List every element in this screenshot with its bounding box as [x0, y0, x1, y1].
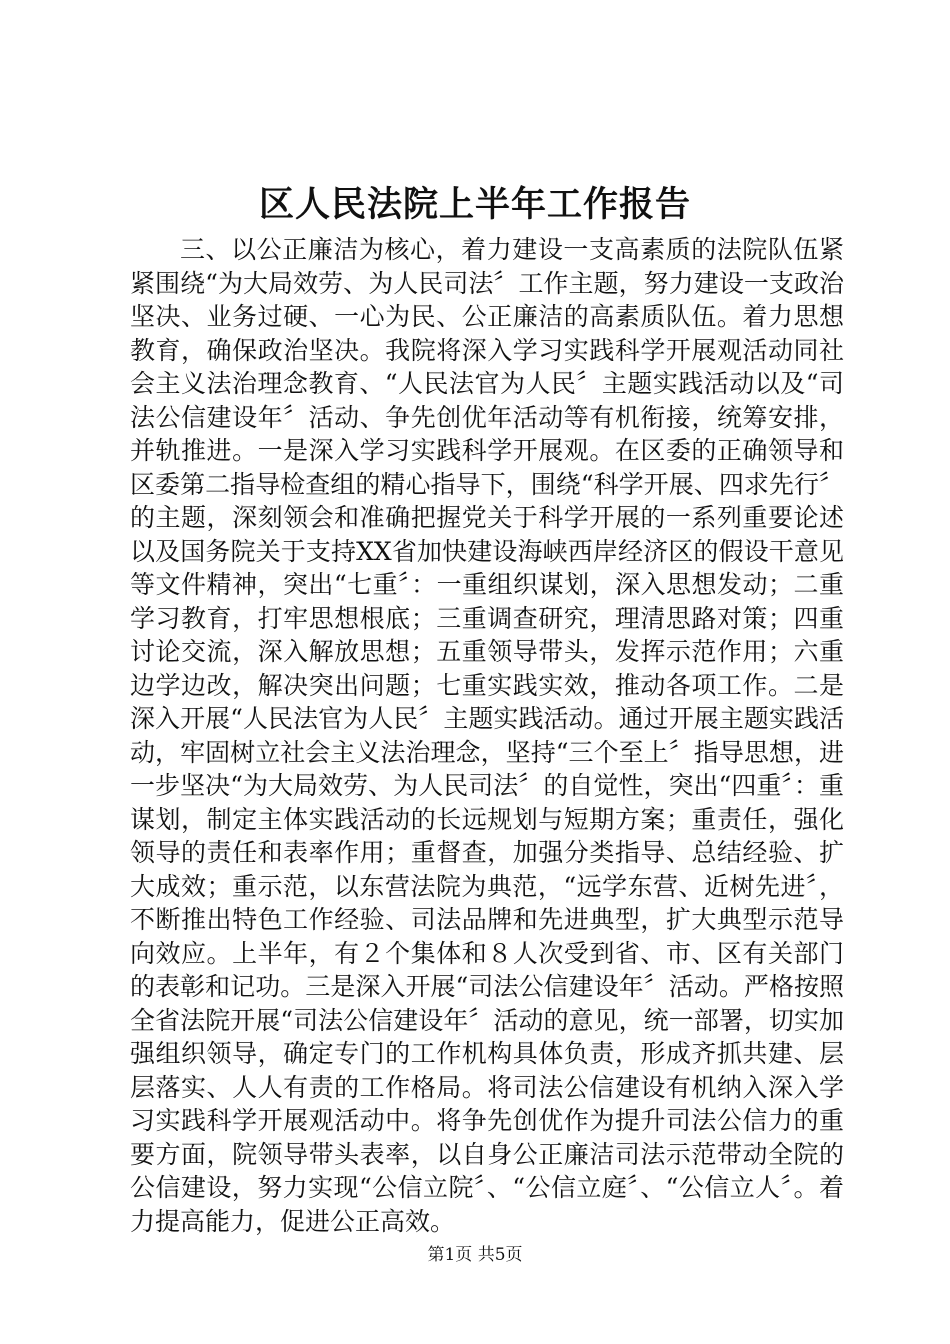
- document-body: 三、以公正廉洁为核心，着力建设一支高素质的法院队伍紧紧围绕“为大局效劳、为人民司法〞工作主题，努力建设一支政治坚决、业务过硬、一心为民、公正廉洁的高素质队伍。着力思想教育，确保政治坚决。我院将深入学习实践科学开展观活动同社会主义法治理念教育、“人民法官为人民〞主题实践活动以及“司法公信建设年〞活动、争先创优年活动等有机衔接，统筹安排，并轨推进。一是深入学习实践科学开展观。在区委的正确领导和区委第二指导检查组的精心指导下，围绕“科学开展、四求先行〞的主题，深刻领会和准确把握党关于科学开展的一系列重要论述以及国务院关于支持XX省加快建设海峡西岸经济区的假设干意见等文件精神，突出“七重〞：一重组织谋划，深入思想发动；二重学习教育，打牢思想根底；三重调查研究，理清思路对策；四重讨论交流，深入解放思想；五重领导带头，发挥示范作用；六重边学边改，解决突出问题；七重实践实效，推动各项工作。二是深入开展“人民法官为人民〞主题实践活动。通过开展主题实践活动，牢固树立社会主义法治理念，坚持“三个至上〞指导思想，进一步坚决“为大局效劳、为人民司法〞的自觉性，突出“四重〞：重谋划，制定主体实践活动的长远规划与短期方案；重责任，强化领导的责任和表率作用；重督查，加强分类指导、总结经验、扩大成效；重示范，以东营法院为典范，“远学东营、近树先进〞，不断推出特色工作经验、司法品牌和先进典型，扩大典型示范导向效应。上半年，有２个集体和８人次受到省、市、区有关部门的表彰和记功。三是深入开展“司法公信建设年〞活动。严格按照全省法院开展“司法公信建设年〞活动的意见，统一部署，切实加强组织领导，确定专门的工作机构具体负责，形成齐抓共建、层层落实、人人有责的工作格局。将司法公信建设有机纳入深入学习实践科学开展观活动中。将争先创优作为提升司法公信力的重要方面，院领导带头表率，以自身公正廉洁司法示范带动全院的公信建设，努力实现“公信立院〞、“公信立庭〞、“公信立人〞。着力提高能力，促进公正高效。: [130, 235, 844, 1236]
- document-title: 区人民法院上半年工作报告: [258, 184, 691, 225]
- page-number: 第1页 共5页: [427, 1245, 523, 1265]
